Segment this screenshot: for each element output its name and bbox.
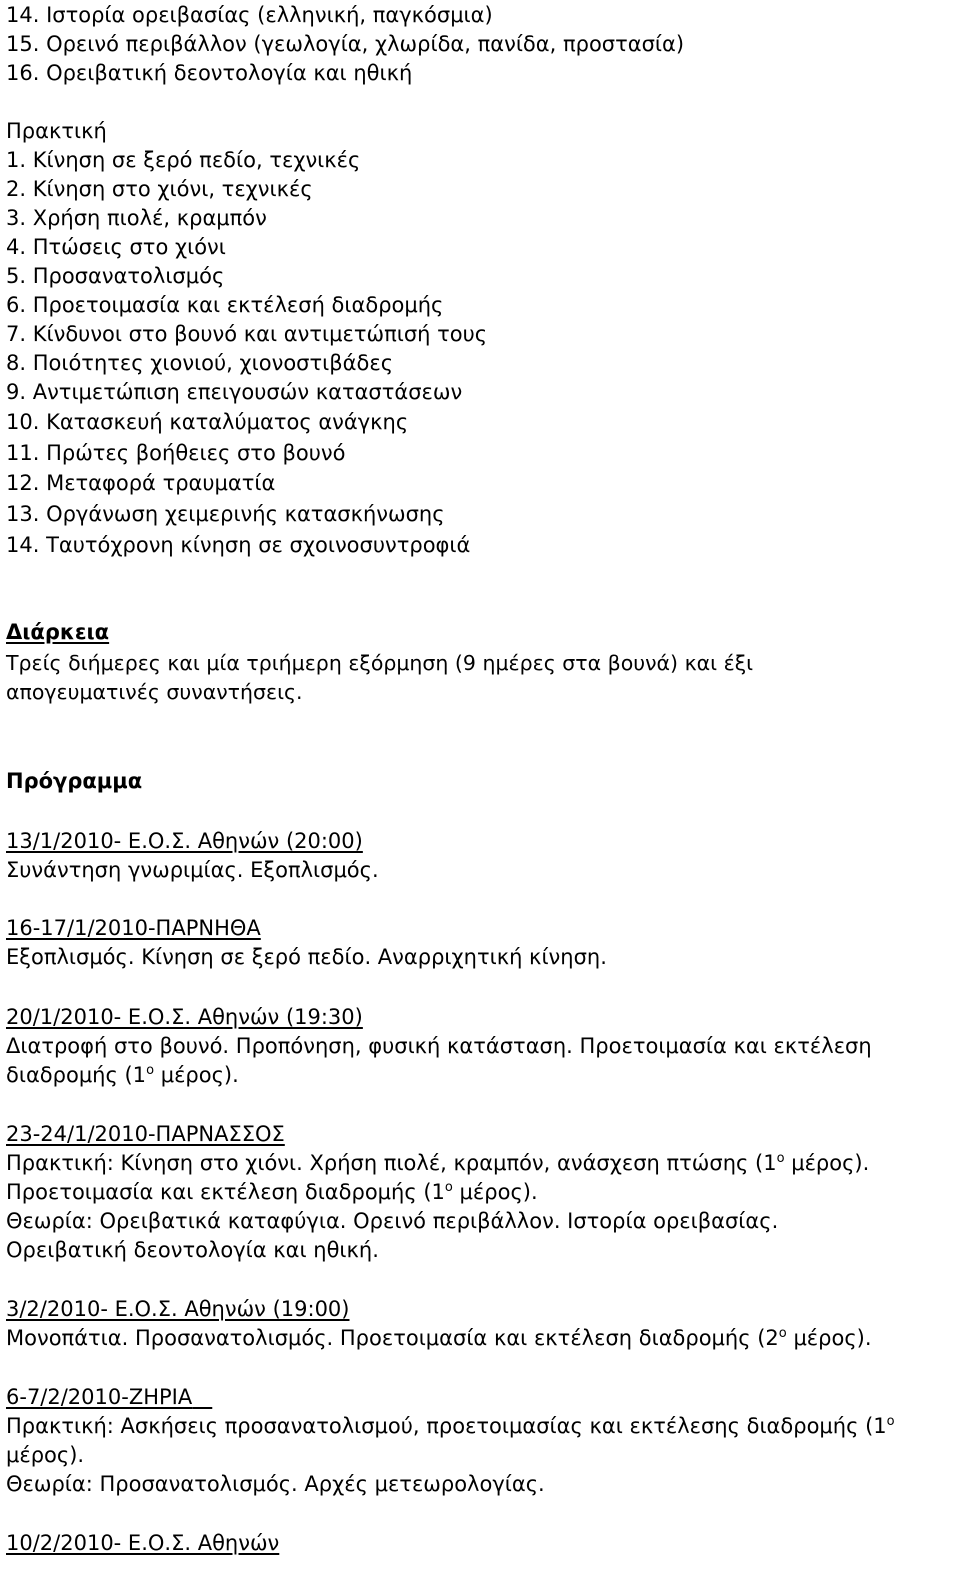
session-4-text-line-4: Ορειβατική δεοντολογία και ηθική. <box>6 1238 379 1262</box>
session-4-text-line-1: Πρακτική: Κίνηση στο χιόνι. Χρήση πιολέ, κραμπόν, ανάσχεση πτώσης ($1^o$ μέρος). <box>6 1151 870 1175</box>
practical-heading: Πρακτική <box>6 119 107 143</box>
session-6-text-line-1: Πρακτική: Ασκήσεις προσανατολισμού, προετοιμασίας και εκτέλεσης διαδρομής ($1^o$ <box>6 1414 895 1438</box>
duration-text-line-2: απογευματινές συναντήσεις. <box>6 680 303 704</box>
session-3-text-line-2: διαδρομής ($1^o$ μέρος). <box>6 1063 239 1087</box>
practical-item-5: 5. Προσανατολισμός <box>6 264 225 288</box>
theory-item-16: 16. Ορειβατική δεοντολογία και ηθική <box>6 61 413 85</box>
practical-item-6: 6. Προετοιμασία και εκτέλεσή διαδρομής <box>6 293 444 317</box>
practical-item-13: 13. Οργάνωση χειμερινής κατασκήνωσης <box>6 502 445 526</box>
session-2-text: Εξοπλισμός. Κίνηση σε ξερό πεδίο. Αναρριχητική κίνηση. <box>6 945 607 969</box>
practical-item-1: 1. Κίνηση σε ξερό πεδίο, τεχνικές <box>6 148 361 172</box>
practical-item-3: 3. Χρήση πιολέ, κραμπόν <box>6 206 267 230</box>
session-2-title: 16-17/1/2010-ΠΑΡΝΗΘΑ <box>6 916 261 940</box>
session-6-text-line-3: Θεωρία: Προσανατολισμός. Αρχές μετεωρολογίας. <box>6 1472 545 1496</box>
theory-item-15: 15. Ορεινό περιβάλλον (γεωλογία, χλωρίδα, πανίδα, προστασία) <box>6 32 685 56</box>
duration-text-line-1: Τρείς διήμερες και μία τριήμερη εξόρμηση (9 ημέρες στα βουνά) και έξι <box>6 651 754 675</box>
practical-item-8: 8. Ποιότητες χιονιού, χιονοστιβάδες <box>6 351 394 375</box>
program-heading: Πρόγραμμα <box>6 769 143 793</box>
session-1-title: 13/1/2010- Ε.Ο.Σ. Αθηνών (20:00) <box>6 829 363 853</box>
practical-item-12: 12. Μεταφορά τραυματία <box>6 471 276 495</box>
session-3-text-line-1: Διατροφή στο βουνό. Προπόνηση, φυσική κατάσταση. Προετοιμασία και εκτέλεση <box>6 1034 872 1058</box>
practical-item-4: 4. Πτώσεις στο χιόνι <box>6 235 226 259</box>
practical-item-9: 9. Αντιμετώπιση επειγουσών καταστάσεων <box>6 380 463 404</box>
practical-item-7: 7. Κίνδυνοι στο βουνό και αντιμετώπισή τους <box>6 322 488 346</box>
session-7-title: 10/2/2010- Ε.Ο.Σ. Αθηνών <box>6 1531 280 1555</box>
session-5-text: Μονοπάτια. Προσανατολισμός. Προετοιμασία και εκτέλεση διαδρομής ($2^o$ μέρος). <box>6 1326 872 1350</box>
session-4-text-line-3: Θεωρία: Ορειβατικά καταφύγια. Ορεινό περιβάλλον. Ιστορία ορειβασίας. <box>6 1209 779 1233</box>
session-6-title: 6-7/2/2010-ΖΗΡΙΑ <box>6 1385 193 1409</box>
session-5-title: 3/2/2010- Ε.Ο.Σ. Αθηνών (19:00) <box>6 1297 350 1321</box>
duration-heading: Διάρκεια <box>6 620 110 644</box>
session-4-title: 23-24/1/2010-ΠΑΡΝΑΣΣΟΣ <box>6 1122 285 1146</box>
session-6-text-line-2: μέρος). <box>6 1443 85 1467</box>
session-1-text: Συνάντηση γνωριμίας. Εξοπλισμός. <box>6 858 379 882</box>
session-3-title: 20/1/2010- Ε.Ο.Σ. Αθηνών (19:30) <box>6 1005 363 1029</box>
practical-item-11: 11. Πρώτες βοήθειες στο βουνό <box>6 441 346 465</box>
practical-item-10: 10. Κατασκευή καταλύματος ανάγκης <box>6 410 409 434</box>
practical-item-14: 14. Ταυτόχρονη κίνηση σε σχοινοσυντροφιά <box>6 533 471 557</box>
theory-item-14: 14. Ιστορία ορειβασίας (ελληνική, παγκόσμια) <box>6 3 493 27</box>
session-4-text-line-2: Προετοιμασία και εκτέλεση διαδρομής ($1^o$ μέρος). <box>6 1180 538 1204</box>
practical-item-2: 2. Κίνηση στο χιόνι, τεχνικές <box>6 177 313 201</box>
